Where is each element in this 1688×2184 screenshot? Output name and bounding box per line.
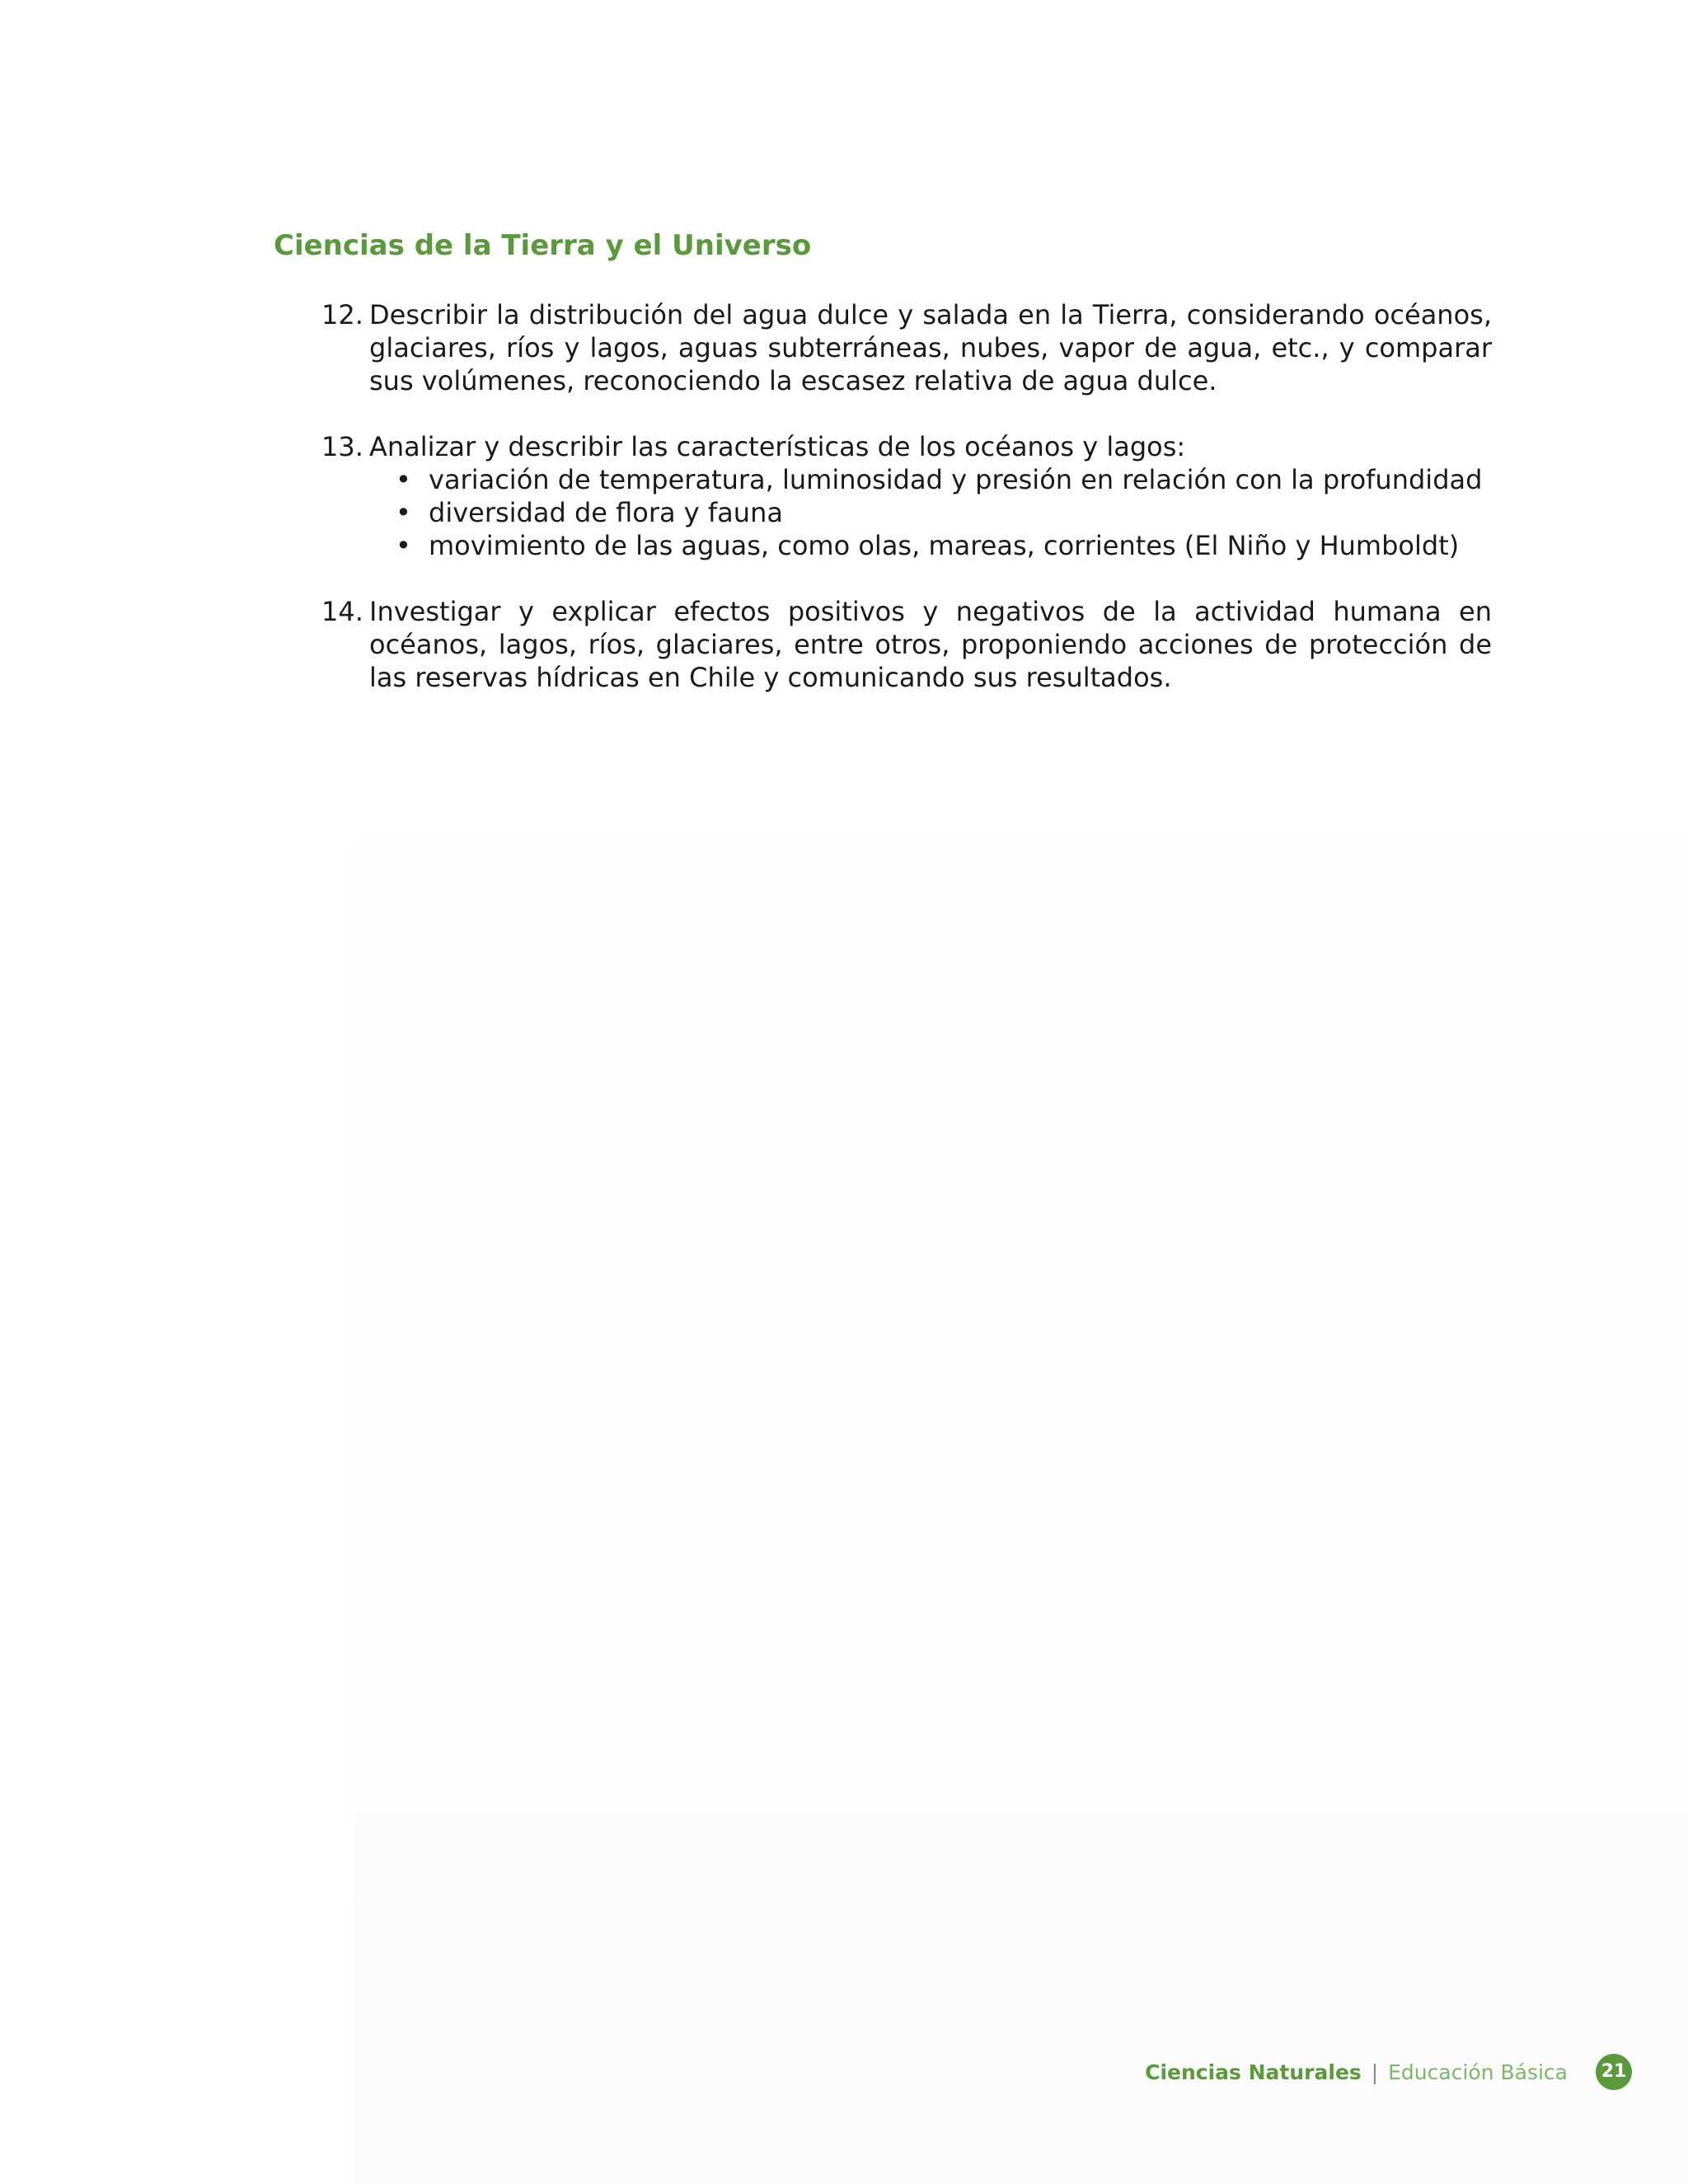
objectives-list [315, 298, 1492, 727]
page-footer [1145, 2054, 1632, 2090]
objective-number: 13. [321, 431, 363, 462]
page-background-shade [354, 709, 1688, 2184]
objective-item-14 [315, 595, 1492, 694]
objective-number: 14. [321, 596, 363, 627]
bullet-item [369, 529, 1492, 562]
objective-item-13 [315, 430, 1492, 562]
bullet-text: diversidad de flora y fauna [429, 497, 783, 528]
bullet-item [369, 496, 1492, 529]
footer-label [1145, 2060, 1568, 2084]
objective-text: Describir la distribución del agua dulce y salada en la Tierra, considerando océanos, glaciares, ríos y lagos, aguas subterráneas, nubes, vapor de agua, etc., y comparar sus volúmenes, reconociendo la escasez relativa de agua dulce. [369, 299, 1492, 396]
objective-number: 12. [321, 299, 363, 330]
footer-separator: | [1371, 2060, 1379, 2084]
bullet-text: movimiento de las aguas, como olas, mareas, corrientes (El Niño y Humboldt) [429, 530, 1460, 561]
objective-bullet-list [369, 463, 1492, 562]
footer-subject: Ciencias Naturales [1145, 2060, 1362, 2084]
section-title: Ciencias de la Tierra y el Universo [274, 229, 812, 262]
bullet-icon: • [396, 464, 411, 495]
footer-level: Educación Básica [1388, 2060, 1568, 2084]
objective-text: Investigar y explicar efectos positivos y negativos de la actividad humana en océanos, lagos, ríos, glaciares, entre otros, proponiendo acciones de protección de las reservas hídricas en Chile y comunicando sus resultados. [369, 596, 1492, 693]
bullet-icon: • [396, 497, 411, 528]
bullet-item [369, 463, 1492, 496]
objective-item-12 [315, 298, 1492, 397]
bullet-icon: • [396, 530, 411, 561]
objective-text: Analizar y describir las características de los océanos y lagos: [369, 431, 1186, 462]
bullet-text: variación de temperatura, luminosidad y presión en relación con la profundidad [429, 464, 1483, 495]
page-number-badge: 21 [1596, 2054, 1632, 2090]
